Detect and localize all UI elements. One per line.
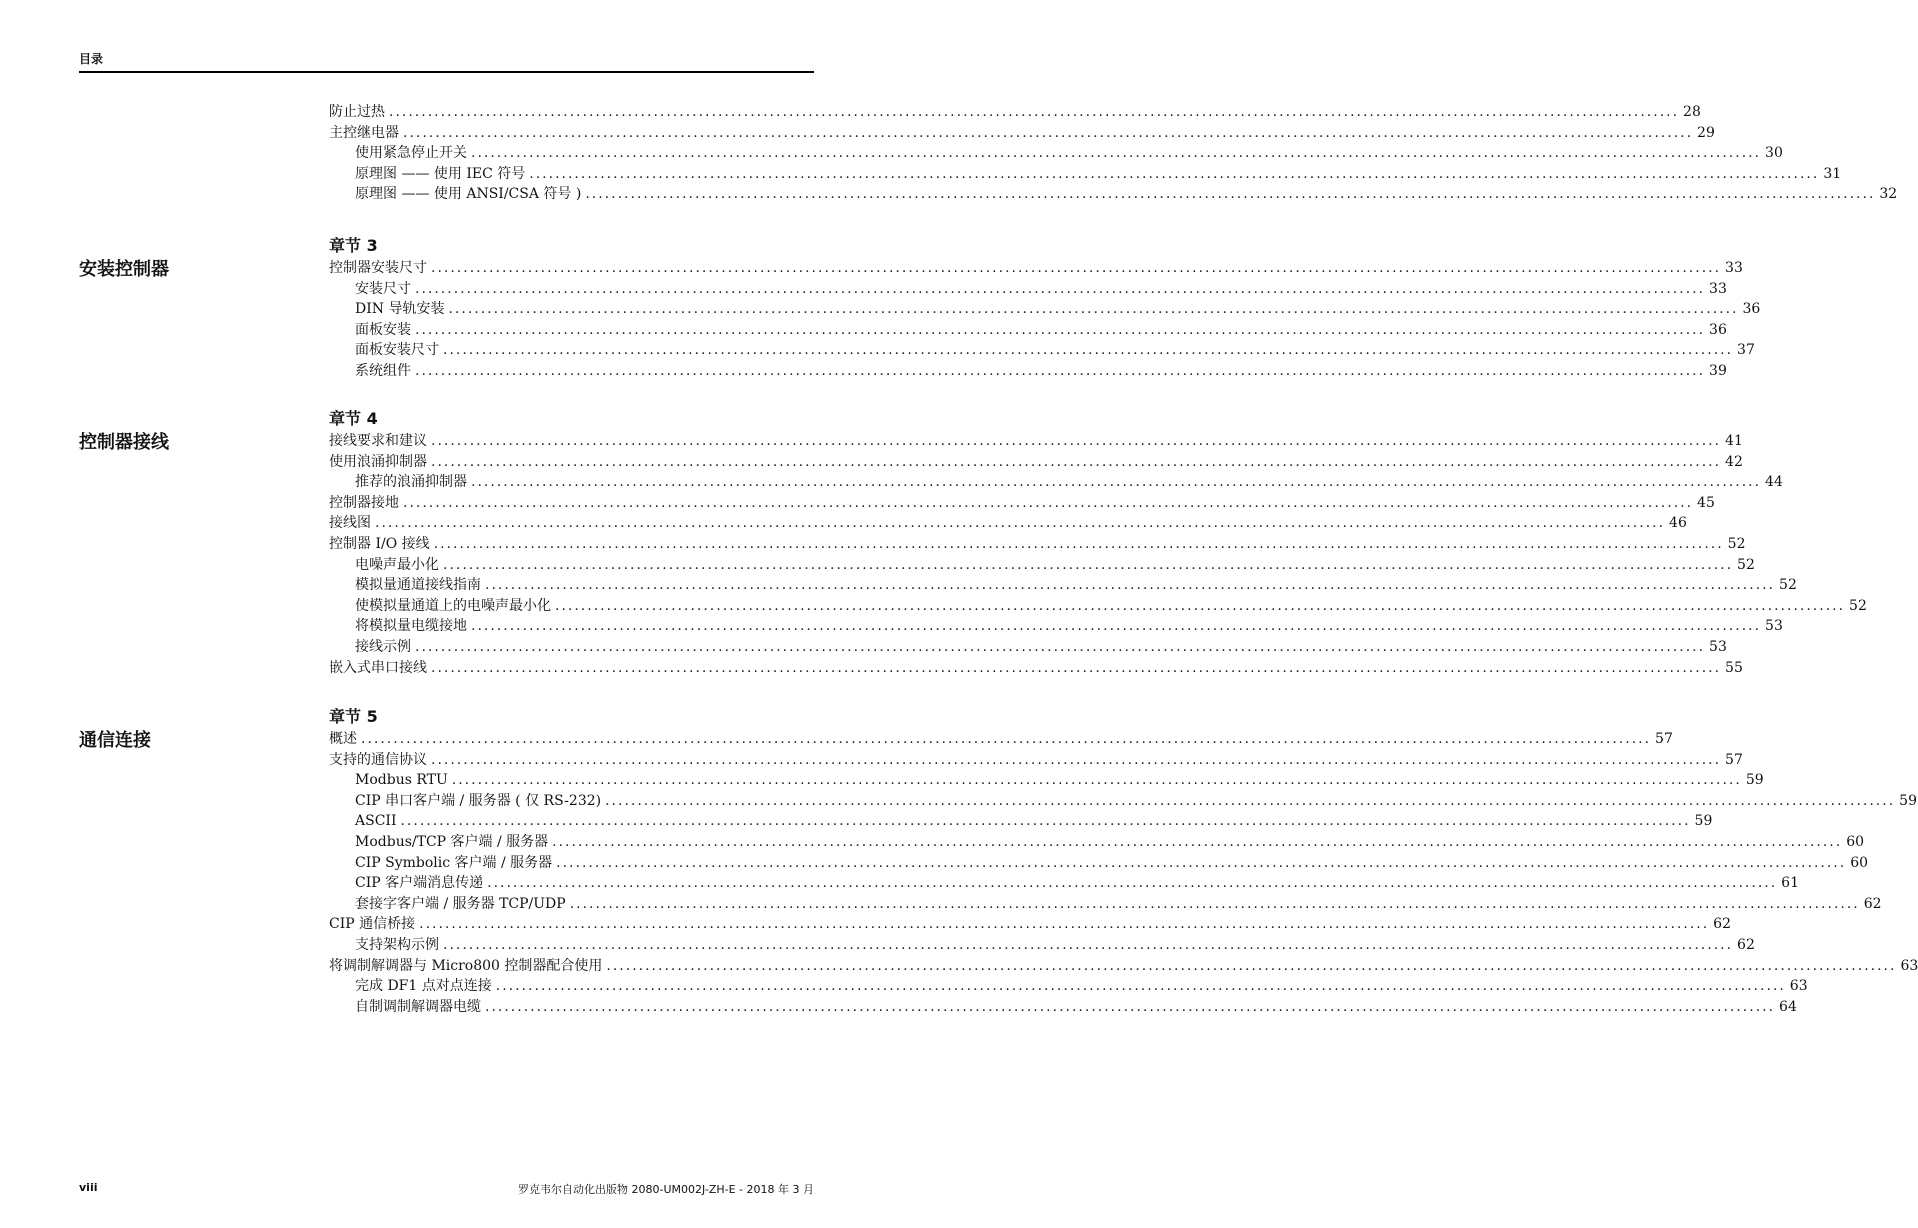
toc-page-number: 53 bbox=[1709, 639, 1727, 655]
toc-dot-leader: ........................................................................................................................................................................................................ bbox=[487, 875, 1778, 892]
toc-page-number: 59 bbox=[1745, 772, 1764, 789]
toc-dot-leader: ........................................................................................................................................................................................................ bbox=[431, 260, 1722, 276]
toc-dot-leader: ........................................................................................................................................................................................................ bbox=[448, 301, 1739, 318]
toc-entry[interactable] bbox=[355, 472, 1783, 492]
toc-dot-leader: ........................................................................................................................................................................................................ bbox=[556, 854, 1847, 871]
toc-dot-leader: ........................................................................................................................................................................................................ bbox=[443, 342, 1734, 359]
toc-entry-title: 自制调制解调器电缆 bbox=[355, 998, 481, 1015]
toc-entry[interactable] bbox=[329, 123, 1715, 143]
toc-entry-title: CIP Symbolic 客户端 / 服务器 bbox=[355, 854, 553, 871]
toc-entry[interactable] bbox=[329, 431, 1743, 451]
toc-page-number: 52 bbox=[1849, 597, 1867, 614]
toc-entry[interactable] bbox=[355, 894, 1882, 914]
toc-page-number: 64 bbox=[1779, 998, 1797, 1015]
toc-page-number: 36 bbox=[1742, 301, 1761, 318]
toc-entry[interactable] bbox=[329, 452, 1743, 472]
toc-entry-title: 套接字客户端 / 服务器 TCP/UDP bbox=[355, 895, 566, 912]
toc-entry-title: 原理图 —— 使用 ANSI/CSA 符号 ) bbox=[355, 186, 582, 203]
toc-entry[interactable] bbox=[355, 143, 1783, 163]
toc-dot-leader: ........................................................................................................................................................................................................ bbox=[443, 937, 1734, 953]
toc-page-number: 46 bbox=[1669, 515, 1687, 532]
toc-page-number: 62 bbox=[1737, 937, 1755, 953]
toc-page-number: 28 bbox=[1683, 104, 1701, 120]
toc-page-number: 63 bbox=[1789, 978, 1808, 995]
toc-entry-title: 使用紧急停止开关 bbox=[355, 145, 467, 162]
toc-entry[interactable] bbox=[329, 914, 1731, 934]
chapter-heading: 章节 4 bbox=[329, 409, 378, 428]
toc-dot-leader: ........................................................................................................................................................................................................ bbox=[451, 772, 1742, 789]
toc-entry-title: 电噪声最小化 bbox=[355, 556, 439, 573]
toc-entry-title: 支持架构示例 bbox=[355, 937, 439, 953]
toc-page-number: 45 bbox=[1697, 494, 1715, 511]
toc-dot-leader: ........................................................................................................................................................................................................ bbox=[433, 536, 1724, 552]
toc-entry-title: 将模拟量电缆接地 bbox=[355, 618, 467, 635]
toc-entry-title: CIP 通信桥接 bbox=[329, 916, 416, 933]
toc-entry[interactable] bbox=[355, 853, 1869, 873]
toc-entry[interactable] bbox=[329, 102, 1701, 122]
toc-dot-leader: ........................................................................................................................................................................................................ bbox=[585, 186, 1876, 203]
toc-dot-leader: ........................................................................................................................................................................................................ bbox=[415, 363, 1706, 379]
toc-entry[interactable] bbox=[355, 596, 1867, 616]
toc-dot-leader: ........................................................................................................................................................................................................ bbox=[471, 618, 1762, 635]
toc-dot-leader: ........................................................................................................................................................................................................ bbox=[495, 978, 1786, 995]
toc-page-number: 33 bbox=[1725, 260, 1743, 276]
toc-entry[interactable] bbox=[329, 658, 1743, 678]
toc-dot-leader: ........................................................................................................................................................................................................ bbox=[431, 433, 1722, 449]
toc-dot-leader: ........................................................................................................................................................................................................ bbox=[605, 792, 1896, 809]
toc-dot-leader: ........................................................................................................................................................................................................ bbox=[415, 639, 1706, 655]
toc-page-number: 57 bbox=[1655, 731, 1673, 747]
toc-page-number: 52 bbox=[1727, 536, 1746, 552]
toc-entry-title: 安装尺寸 bbox=[355, 280, 411, 297]
chapter-heading: 章节 5 bbox=[329, 707, 378, 726]
toc-page-number: 39 bbox=[1709, 363, 1727, 379]
toc-page-number: 62 bbox=[1713, 916, 1731, 933]
toc-page-number: 29 bbox=[1697, 124, 1715, 141]
toc-dot-leader: ........................................................................................................................................................................................................ bbox=[375, 515, 1666, 532]
toc-entry-title: 推荐的浪涌抑制器 bbox=[355, 474, 467, 491]
toc-dot-leader: ........................................................................................................................................................................................................ bbox=[415, 321, 1706, 338]
toc-page-number: 55 bbox=[1725, 659, 1743, 676]
toc-entry-title: 接线示例 bbox=[355, 639, 411, 655]
toc-dot-leader: ........................................................................................................................................................................................................ bbox=[403, 494, 1694, 511]
toc-entry[interactable] bbox=[355, 320, 1727, 340]
chapter-heading: 章节 3 bbox=[329, 236, 378, 255]
toc-dot-leader: ........................................................................................................................................................................................................ bbox=[419, 916, 1710, 933]
toc-entry[interactable] bbox=[355, 811, 1713, 831]
toc-entry-title: 接线图 bbox=[329, 515, 371, 532]
toc-dot-leader: ........................................................................................................................................................................................................ bbox=[403, 124, 1694, 141]
toc-page-number: 61 bbox=[1781, 875, 1799, 892]
toc-dot-leader: ........................................................................................................................................................................................................ bbox=[529, 165, 1820, 182]
toc-entry[interactable] bbox=[355, 555, 1755, 575]
toc-entry-title: 防止过热 bbox=[329, 104, 385, 120]
toc-page-number: 59 bbox=[1694, 813, 1713, 830]
toc-entry-title: 面板安装 bbox=[355, 321, 411, 338]
toc-entry-title: 使用浪涌抑制器 bbox=[329, 453, 427, 470]
chapter-title: 通信连接 bbox=[79, 730, 151, 751]
toc-entry[interactable] bbox=[355, 997, 1797, 1017]
toc-dot-leader: ........................................................................................................................................................................................................ bbox=[431, 659, 1722, 676]
toc-entry[interactable] bbox=[329, 750, 1743, 770]
toc-entry[interactable] bbox=[329, 513, 1687, 533]
header-rule bbox=[79, 71, 814, 73]
toc-entry-title: 嵌入式串口接线 bbox=[329, 659, 427, 676]
toc-dot-leader: ........................................................................................................................................................................................................ bbox=[569, 895, 1860, 912]
toc-dot-leader: ........................................................................................................................................................................................................ bbox=[389, 104, 1680, 120]
toc-entry[interactable] bbox=[329, 956, 1918, 976]
toc-dot-leader: ........................................................................................................................................................................................................ bbox=[431, 751, 1722, 768]
toc-page-number: 33 bbox=[1709, 280, 1727, 297]
toc-entry[interactable] bbox=[355, 164, 1842, 184]
toc-entry-title: CIP 客户端消息传递 bbox=[355, 875, 484, 892]
toc-entry[interactable] bbox=[355, 873, 1799, 893]
toc-entry[interactable] bbox=[355, 637, 1727, 657]
toc-dot-leader: ........................................................................................................................................................................................................ bbox=[485, 998, 1776, 1015]
toc-entry-title: Modbus RTU bbox=[355, 772, 448, 789]
toc-entry[interactable] bbox=[355, 299, 1761, 319]
toc-entry-title: 模拟量通道接线指南 bbox=[355, 577, 481, 594]
toc-entry-title: 概述 bbox=[329, 731, 357, 747]
toc-entry[interactable] bbox=[329, 729, 1673, 749]
toc-entry[interactable] bbox=[329, 534, 1746, 554]
toc-dot-leader: ........................................................................................................................................................................................................ bbox=[552, 834, 1843, 850]
toc-page-number: 63 bbox=[1900, 957, 1918, 974]
toc-dot-leader: ........................................................................................................................................................................................................ bbox=[431, 453, 1722, 470]
toc-entry-title: 接线要求和建议 bbox=[329, 433, 427, 449]
toc-entry-title: 主控继电器 bbox=[329, 124, 399, 141]
toc-entry-title: CIP 串口客户端 / 服务器 ( 仅 RS-232) bbox=[355, 792, 602, 809]
toc-entry[interactable] bbox=[355, 340, 1755, 360]
toc-dot-leader: ........................................................................................................................................................................................................ bbox=[400, 813, 1691, 830]
toc-dot-leader: ........................................................................................................................................................................................................ bbox=[361, 731, 1652, 747]
toc-page-number: 60 bbox=[1850, 854, 1869, 871]
toc-page-number: 62 bbox=[1863, 895, 1882, 912]
toc-dot-leader: ........................................................................................................................................................................................................ bbox=[415, 280, 1706, 297]
toc-page-number: 59 bbox=[1899, 792, 1917, 809]
toc-entry[interactable] bbox=[355, 976, 1808, 996]
chapter-title: 控制器接线 bbox=[79, 432, 169, 453]
toc-page-number: 32 bbox=[1879, 186, 1898, 203]
toc-page-number: 44 bbox=[1765, 474, 1783, 491]
toc-entry-title: 将调制解调器与 Micro800 控制器配合使用 bbox=[329, 957, 603, 974]
toc-entry-title: 使模拟量通道上的电噪声最小化 bbox=[355, 597, 551, 614]
toc-entry[interactable] bbox=[355, 935, 1755, 955]
toc-dot-leader: ........................................................................................................................................................................................................ bbox=[485, 577, 1776, 594]
footer-publication: 罗克韦尔自动化出版物 2080-UM002J-ZH-E - 2018 年 3 月 bbox=[518, 1183, 814, 1196]
toc-page-number: 60 bbox=[1846, 834, 1865, 850]
toc-page-number: 30 bbox=[1765, 145, 1783, 162]
toc-entry-title: ASCII bbox=[355, 813, 397, 830]
toc-dot-leader: ........................................................................................................................................................................................................ bbox=[471, 474, 1762, 491]
toc-entry[interactable] bbox=[355, 832, 1865, 852]
chapter-title: 安装控制器 bbox=[79, 259, 169, 280]
footer-page-number: viii bbox=[79, 1181, 98, 1194]
toc-entry-title: 控制器 I/O 接线 bbox=[329, 536, 430, 552]
toc-entry-title: 原理图 —— 使用 IEC 符号 bbox=[355, 165, 526, 182]
toc-page-number: 53 bbox=[1765, 618, 1783, 635]
toc-entry[interactable] bbox=[355, 770, 1764, 790]
toc-entry[interactable] bbox=[329, 258, 1743, 278]
toc-dot-leader: ........................................................................................................................................................................................................ bbox=[555, 597, 1846, 614]
toc-entry-title: Modbus/TCP 客户端 / 服务器 bbox=[355, 834, 549, 850]
toc-page-number: 31 bbox=[1823, 165, 1842, 182]
toc-entry-title: DIN 导轨安装 bbox=[355, 301, 445, 318]
toc-entry[interactable] bbox=[355, 279, 1727, 299]
toc-entry-title: 系统组件 bbox=[355, 363, 411, 379]
toc-entry[interactable] bbox=[329, 493, 1715, 513]
toc-entry-title: 完成 DF1 点对点连接 bbox=[355, 978, 492, 995]
toc-page-number: 37 bbox=[1737, 342, 1755, 359]
toc-page-number: 41 bbox=[1725, 433, 1743, 449]
toc-entry-title: 面板安装尺寸 bbox=[355, 342, 439, 359]
toc-entry[interactable] bbox=[355, 575, 1797, 595]
toc-page-number: 36 bbox=[1709, 321, 1727, 338]
header-title: 目录 bbox=[79, 52, 104, 66]
toc-dot-leader: ........................................................................................................................................................................................................ bbox=[471, 145, 1762, 162]
toc-entry[interactable] bbox=[355, 791, 1917, 811]
toc-page-number: 57 bbox=[1725, 751, 1743, 768]
toc-entry[interactable] bbox=[355, 361, 1727, 381]
toc-entry-title: 控制器安装尺寸 bbox=[329, 260, 427, 276]
toc-entry-title: 支持的通信协议 bbox=[329, 751, 427, 768]
toc-page-number: 52 bbox=[1737, 556, 1755, 573]
toc-dot-leader: ........................................................................................................................................................................................................ bbox=[443, 556, 1734, 573]
toc-page-number: 52 bbox=[1779, 577, 1797, 594]
toc-entry[interactable] bbox=[355, 616, 1783, 636]
toc-entry-title: 控制器接地 bbox=[329, 494, 399, 511]
toc-page-number: 42 bbox=[1725, 453, 1743, 470]
toc-entry[interactable] bbox=[355, 184, 1898, 204]
toc-dot-leader: ........................................................................................................................................................................................................ bbox=[606, 957, 1897, 974]
